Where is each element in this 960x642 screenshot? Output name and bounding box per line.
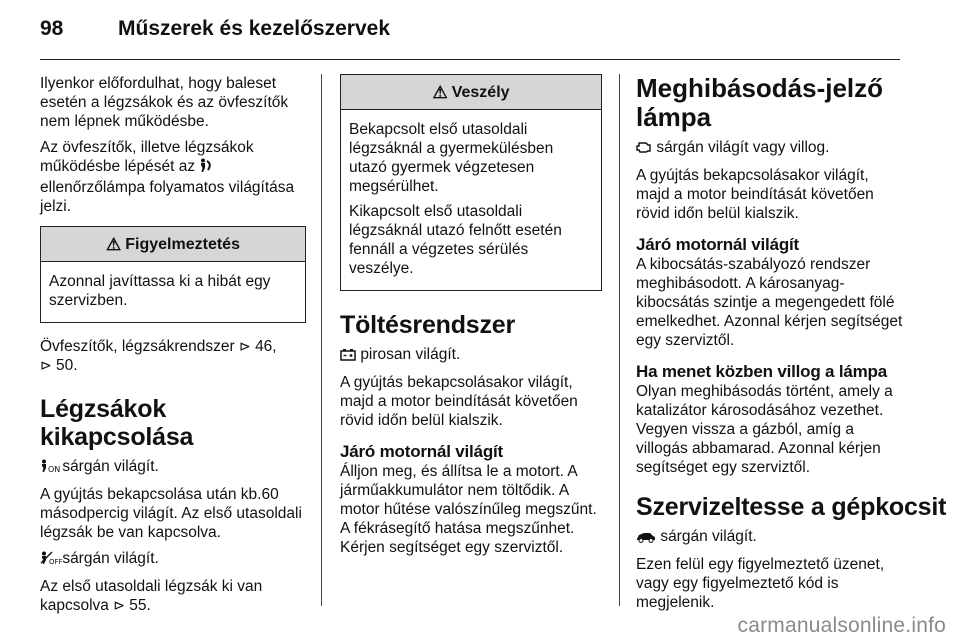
paragraph: pirosan világít. — [340, 345, 602, 366]
watermark: carmanualsonline.info — [737, 614, 946, 637]
paragraph: Ezen felül egy figyelmeztető üzenet, vagy egy figyelmeztető kód is megjelenik. — [636, 556, 885, 611]
paragraph: A gyújtás bekapcsolása után kb.60 másodpercig világít. Az első utasoldali légzsák be van kapcsolva. — [40, 486, 302, 541]
section-title: Töltésrendszer — [340, 311, 516, 339]
column-1 — [40, 74, 306, 622]
subsection-title: Járó motornál világít — [636, 235, 800, 254]
airbag-on-icon — [40, 459, 61, 478]
warning-box-body — [41, 262, 305, 322]
warning-triangle-icon: ⚠ — [106, 234, 122, 254]
section-title: Szervizeltesse a gépkocsit — [636, 493, 947, 521]
page-ref-icon: ⊳ — [239, 338, 251, 354]
page-header — [40, 14, 390, 44]
paragraph: sárgán világít. — [636, 527, 906, 548]
paragraph: sárgán világít vagy villog. — [636, 138, 906, 159]
subsection-title: Ha menet közben villog a lámpa — [636, 362, 887, 381]
paragraph: Ilyenkor előfordulhat, hogy baleset esetén a légzsákok és az övfeszítők nem lépnek működésbe. — [40, 75, 289, 130]
paragraph: OFF sárgán világít. — [40, 549, 306, 570]
battery-icon — [340, 347, 356, 366]
column-3 — [636, 73, 947, 619]
paragraph: A gyújtás bekapcsolásakor világít, majd a motor beindítását követően rövid időn belül kialszik. — [340, 374, 578, 429]
danger-text: Bekapcsolt első utasoldali légzsáknál a gyermekülésben utazó gyermek végzetesen megsérülhet. — [349, 121, 554, 195]
danger-box-title: Veszély — [451, 83, 510, 101]
paragraph: Övfeszítők, légzsákrendszer ⊳ 46, ⊳ 50. — [40, 338, 277, 374]
warning-triangle-icon: ⚠ — [432, 82, 448, 102]
paragraph: Az első utasoldali légzsák ki van kapcsolva ⊳ 55. — [40, 578, 263, 614]
danger-box-body — [341, 110, 601, 290]
section-title: Légzsákok kikapcsolása — [40, 395, 194, 451]
svg-text:ON: ON — [48, 465, 61, 474]
subsection-title: Járó motornál világít — [340, 442, 504, 461]
warning-box — [40, 226, 306, 323]
paragraph: Az övfeszítők, illetve légzsákok működésbe lépését az ellenőrzőlámpa folyamatos világítása jelzi. — [40, 139, 295, 215]
paragraph: Olyan meghibásodás történt, amely a katalizátor károsodásához vezethet. Vegyen vissza a gázból, amíg a villogás abbamarad. Azonnal kérjen segítséget egy szerviztől. — [636, 383, 893, 476]
svg-text:OFF: OFF — [49, 558, 63, 566]
paragraph: A gyújtás bekapcsolásakor világít, majd a motor beindítását követően rövid időn belül kialszik. — [636, 167, 874, 222]
column-divider — [619, 74, 620, 606]
section-title: Meghibásodás-jelző lámpa — [636, 73, 884, 132]
warning-box-header — [41, 227, 305, 262]
airbag-off-icon — [40, 551, 63, 570]
column-2 — [340, 74, 602, 564]
paragraph: ON sárgán világít. — [40, 457, 306, 478]
column-divider — [321, 74, 322, 606]
danger-text: Kikapcsolt első utasoldali légzsáknál utazó felnőtt esetén fennáll a végzetes sérülés veszélye. — [349, 203, 562, 277]
header-rule — [40, 59, 900, 60]
engine-malfunction-icon — [636, 140, 652, 159]
page-ref-icon: ⊳ — [113, 597, 125, 613]
danger-box-header — [341, 75, 601, 110]
warning-box-title: Figyelmeztetés — [125, 235, 240, 253]
page-title: Műszerek és kezelőszervek — [118, 17, 391, 40]
service-car-icon — [636, 529, 656, 548]
danger-box — [340, 74, 602, 291]
paragraph: Álljon meg, és állítsa le a motort. A járműakkumulátor nem töltődik. A motor hűtése valószínűleg megszűnt. A fékrásegítő hatása megszűnhet. Kérjen segítséget egy szerviztől. — [340, 463, 597, 556]
warning-text: Azonnal javíttassa ki a hibát egy szervizben. — [49, 273, 271, 309]
page-number: 98 — [40, 17, 64, 40]
page-ref-icon: ⊳ — [40, 357, 52, 373]
airbag-warning-icon — [199, 158, 213, 178]
paragraph: A kibocsátás-szabályozó rendszer meghibásodott. A károsanyag-kibocsátás szintje a megengedett fölé emelkedhet. Azonnal kérjen segítséget egy szerviztől. — [636, 256, 903, 349]
